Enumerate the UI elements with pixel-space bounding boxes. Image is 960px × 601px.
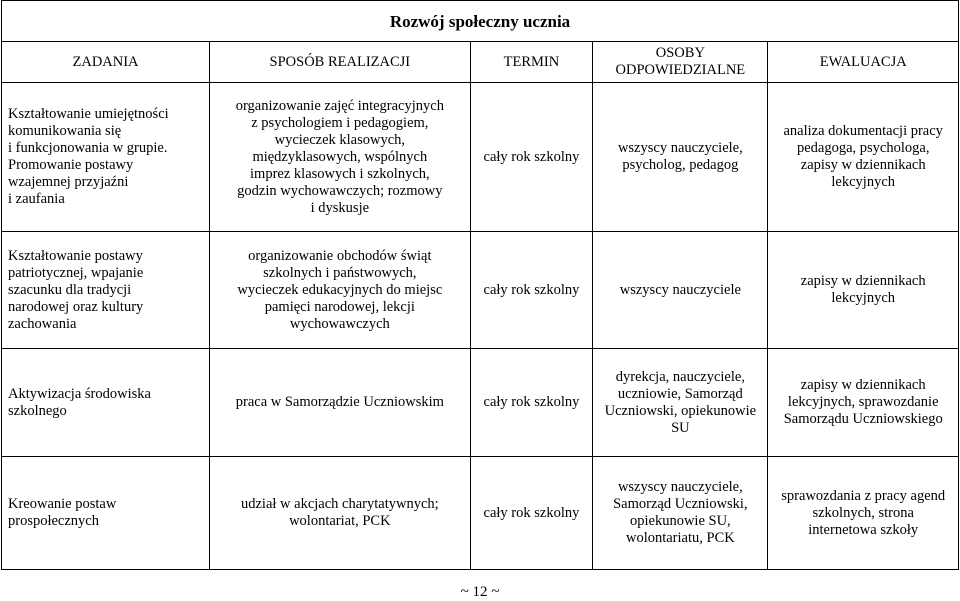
header-row (2, 42, 959, 83)
table-row (2, 349, 959, 457)
header-method: SPOSÓB REALIZACJI (210, 42, 471, 83)
evaluation-cell: zapisy w dziennikach lekcyjnych, sprawozdanie Samorządu Uczniowskiego (768, 349, 959, 457)
header-evaluation: EWALUACJA (768, 42, 959, 83)
evaluation-cell: zapisy w dziennikach lekcyjnych (768, 232, 959, 349)
task-cell: Kreowanie postaw prospołecznych (2, 457, 210, 570)
evaluation-cell: sprawozdania z pracy agend szkolnych, strona internetowa szkoły (768, 457, 959, 570)
responsible-cell: wszyscy nauczyciele, psycholog, pedagog (593, 83, 768, 232)
page-number: ~ 12 ~ (460, 584, 500, 600)
responsible-cell: wszyscy nauczyciele (593, 232, 768, 349)
evaluation-cell: analiza dokumentacji pracy pedagoga, psychologa, zapisy w dziennikach lekcyjnych (768, 83, 959, 232)
term-cell: cały rok szkolny (470, 83, 593, 232)
table-row (2, 83, 959, 232)
table-title: Rozwój społeczny ucznia (2, 1, 959, 42)
term-cell: cały rok szkolny (470, 457, 593, 570)
header-tasks: ZADANIA (2, 42, 210, 83)
responsible-cell: wszyscy nauczyciele, Samorząd Uczniowski, opiekunowie SU, wolontariatu, PCK (593, 457, 768, 570)
term-cell: cały rok szkolny (470, 232, 593, 349)
table-row (2, 457, 959, 570)
method-cell: udział w akcjach charytatywnych; wolontariat, PCK (210, 457, 471, 570)
method-cell: praca w Samorządzie Uczniowskim (210, 349, 471, 457)
task-cell: Kształtowanie umiejętności komunikowania się i funkcjonowania w grupie. Promowanie postawy wzajemnej przyjaźni i zaufania (2, 83, 210, 232)
development-plan-table (1, 0, 959, 570)
responsible-cell: dyrekcja, nauczyciele, uczniowie, Samorząd Uczniowski, opiekunowie SU (593, 349, 768, 457)
header-responsible: OSOBY ODPOWIEDZIALNE (593, 42, 768, 83)
method-cell: organizowanie zajęć integracyjnych z psychologiem i pedagogiem, wycieczek klasowych, międzyklasowych, wspólnych imprez klasowych i szkolnych, godzin wychowawczych; rozmowy i dyskusje (210, 83, 471, 232)
header-term: TERMIN (470, 42, 593, 83)
task-cell: Aktywizacja środowiska szkolnego (2, 349, 210, 457)
term-cell: cały rok szkolny (470, 349, 593, 457)
task-cell: Kształtowanie postawy patriotycznej, wpajanie szacunku dla tradycji narodowej oraz kultury zachowania (2, 232, 210, 349)
method-cell: organizowanie obchodów świąt szkolnych i państwowych, wycieczek edukacyjnych do miejsc pamięci narodowej, lekcji wychowawczych (210, 232, 471, 349)
table-row (2, 232, 959, 349)
